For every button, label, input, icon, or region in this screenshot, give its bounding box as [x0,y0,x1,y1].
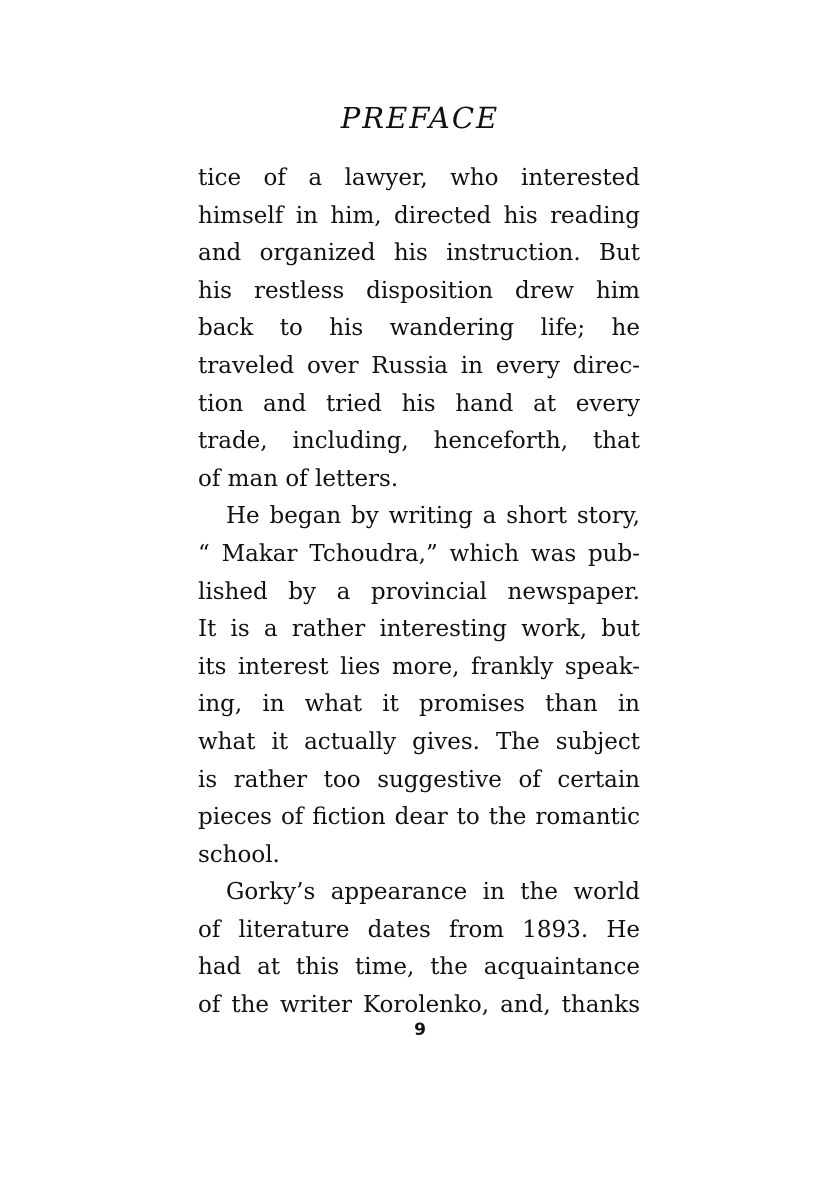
body-text [198,160,640,1025]
paragraph [198,874,640,1024]
text-line: ing, in what it promises than in [198,691,640,718]
text-line: lished by a provincial newspaper. [198,578,640,605]
text-line: of literature dates from 1893. He [198,916,640,943]
text-line: what it actually gives. The subject [198,728,640,755]
text-line: traveled over Russia in every direc- [198,352,640,379]
text-line: and organized his instruction. But [198,240,640,267]
text-line: tion and tried his hand at every [198,390,640,417]
text-line: pieces of fiction dear to the romantic [198,804,640,831]
text-line: trade, including, henceforth, that [198,428,640,455]
text-line: had at this time, the acquaintance [198,954,640,981]
text-line: He began by writing a short story, [226,503,640,530]
text-line: Gorky’s appearance in the world [226,879,640,906]
running-head: PREFACE [340,101,500,135]
text-line: of the writer Korolenko, and, thanks [198,992,640,1019]
text-line: is rather too suggestive of certain [198,766,640,793]
text-line: “ Makar Tchoudra,” which was pub- [198,540,640,567]
text-line: of man of letters. [198,465,399,492]
page-number: 9 [414,1020,426,1040]
text-line: It is a rather interesting work, but [198,616,640,643]
text-line: school. [198,841,280,868]
text-line: his restless disposition drew him [198,277,640,304]
text-line: its interest lies more, frankly speak- [198,653,640,680]
paragraph [198,498,640,874]
text-line: tice of a lawyer, who interested [198,165,640,191]
paragraph [198,160,640,498]
text-line: himself in him, directed his reading [198,202,640,229]
text-line: back to his wandering life; he [198,315,640,342]
